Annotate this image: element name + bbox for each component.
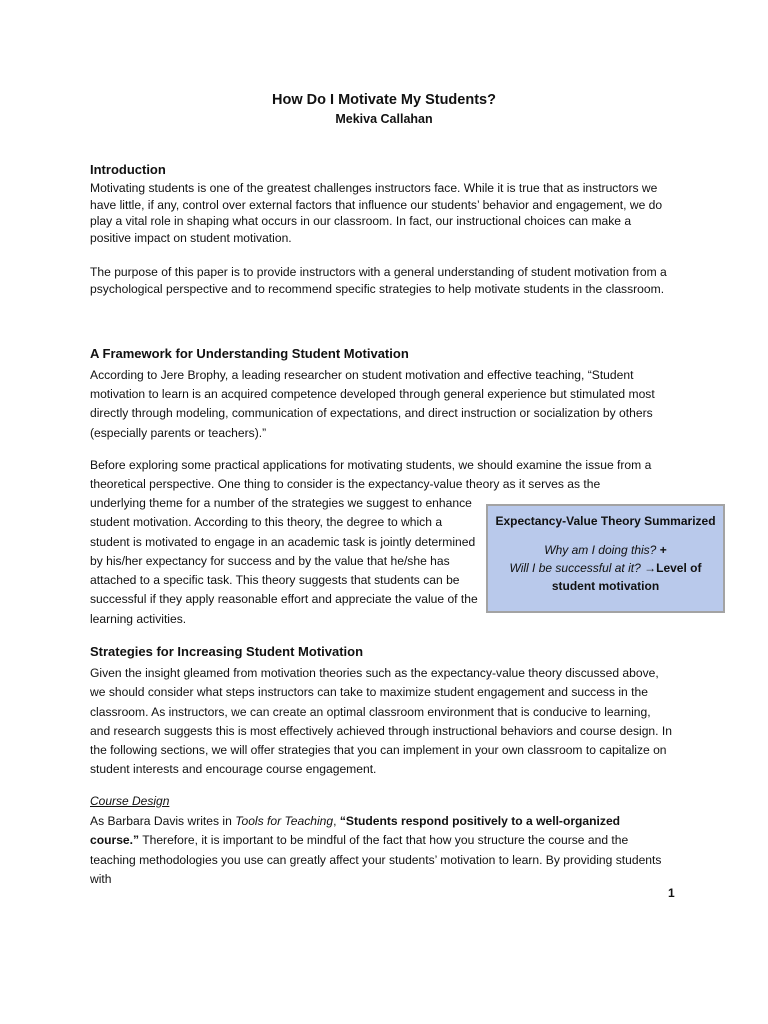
framework-p1-text: According to Jere Brophy, a leading researcher on student motivation and effective teaching, bbox=[90, 368, 588, 382]
intro-paragraph-2: The purpose of this paper is to provide instructors with a general understanding of student motivation from a psychological perspective and to recommend specific strategies to help motivate students in the classroom. bbox=[90, 265, 667, 296]
why-question: Why am I doing this? bbox=[544, 543, 657, 557]
theory-summary-line-3: student motivation bbox=[551, 579, 660, 593]
course-design-paragraph-1 bbox=[90, 812, 672, 889]
plus-sign: + bbox=[659, 543, 667, 557]
strategies-paragraph-1: Given the insight gleamed from motivation theories such as the expectancy-value theory discussed above, we should consider what steps instructors can take to maximize student engagement and success in the classroom. As instructors, we can create an optimal classroom environment that is conducive to learning, and research suggests this is most effectively achieved through instructional behaviors and course design. In the following sections, we will offer strategies that you can implement in your own classroom to capitalize on student interests and encourage course engagement. bbox=[90, 666, 672, 777]
page-number: 1 bbox=[668, 886, 675, 900]
page-title: How Do I Motivate My Students? bbox=[272, 92, 496, 108]
course-design-text-b: , bbox=[333, 814, 340, 828]
book-title: Tools for Teaching bbox=[235, 814, 334, 828]
intro-paragraph-1: Motivating students is one of the greatest challenges instructors face. While it is true that as instructors we have little, if any, control over external factors that influence our students’ behavior and engagement, we do play a vital role in shaping what occurs in our classroom. In fact, our instructional choices can make a positive impact on student motivation. bbox=[90, 181, 663, 246]
brophy-quote: “Student motivation to learn is an acquired competence developed through general experience but stimulated most directly through modeling, communication of expectations, and direct instruction or socialization by others (especially parents or teachers).” bbox=[90, 368, 655, 440]
theory-summary-line-2 bbox=[488, 561, 723, 575]
theory-summary-title: Expectancy-Value Theory Summarized bbox=[495, 514, 716, 528]
author-name: Mekiva Callahan bbox=[335, 112, 433, 126]
framework-paragraph-1 bbox=[90, 366, 672, 443]
level-of-text: Level of bbox=[656, 561, 702, 575]
framework-paragraph-2: Before exploring some practical applications for motivating students, we should examine the issue from a theoretical perspective. One thing to consider is the expectancy-value theory as it serves as the bbox=[90, 458, 652, 492]
course-design-subheading: Course Design bbox=[90, 794, 170, 808]
theory-summary-box bbox=[486, 504, 725, 613]
arrow-icon: → bbox=[644, 561, 657, 575]
success-question: Will I be successful at it? bbox=[509, 561, 641, 575]
course-design-text-c: Therefore, it is important to be mindful of the fact that how you structure the course and the teaching methodologies you use can greatly affect your students’ motivation to learn. By providing students with bbox=[90, 833, 662, 886]
framework-heading: A Framework for Understanding Student Motivation bbox=[90, 346, 409, 361]
framework-paragraph-2-wrapped: underlying theme for a number of the strategies we suggest to enhance student motivation. According to this theory, the degree to which a student is motivated to engage in an academic task is jointly determined by his/her expectancy for success and by the value that he/she has attached to a specific task. This theory suggests that students can be successful if they apply reasonable effort and appreciate the value of the learning activities. bbox=[90, 496, 478, 626]
course-design-text-a: As Barbara Davis writes in bbox=[90, 814, 236, 828]
strategies-heading: Strategies for Increasing Student Motivation bbox=[90, 644, 364, 659]
davis-quote: “Students respond positively to a well-organized course.” bbox=[90, 814, 621, 848]
theory-summary-line-1 bbox=[488, 543, 723, 557]
intro-heading: Introduction bbox=[90, 162, 166, 177]
